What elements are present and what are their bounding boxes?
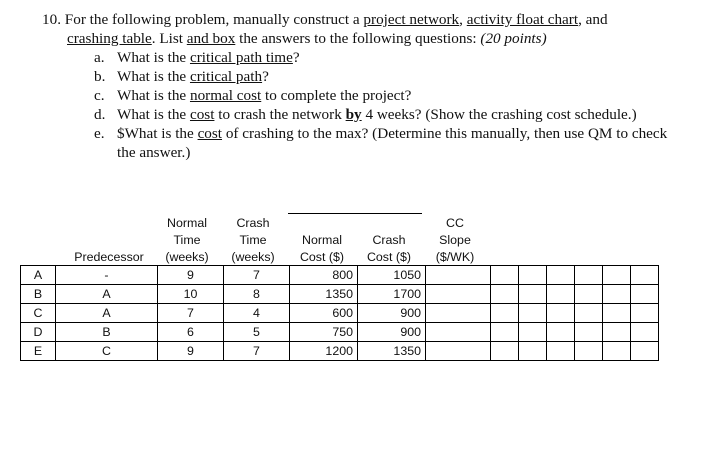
cell-empty [603,285,631,304]
intro-line-2 [42,29,682,48]
cell-activity: B [21,285,56,304]
cell-crash-time: 5 [224,323,290,342]
cell-empty [547,304,575,323]
sub-question-letter: b. [94,68,106,85]
question-number: 10. [42,11,61,28]
cell-empty [603,323,631,342]
cell-empty [491,323,519,342]
cell-empty [491,304,519,323]
cell-cc-slope [426,342,491,361]
text-run: critical path [189,68,263,85]
cell-crash-cost: 900 [358,304,426,323]
cell-cc-slope [426,304,491,323]
text-run: What is the [117,106,190,123]
text-run: the answers to the following questions: [235,30,481,47]
cell-normal-cost: 1200 [290,342,358,361]
cell-crash-time: 7 [224,266,290,285]
text-run: 4 weeks? (Show the crashing cost schedule.) [361,106,637,123]
text-run: What is the [117,87,190,104]
cell-normal-time: 6 [158,323,224,342]
cell-empty [547,323,575,342]
table-row [21,266,659,285]
cell-empty [519,266,547,285]
sub-question-text [117,86,682,105]
cell-empty [547,285,575,304]
cell-crash-time: 7 [224,342,290,361]
text-run: to complete the project? [261,87,412,104]
cell-normal-time: 9 [158,342,224,361]
sub-question-letter: e. [94,125,105,142]
cell-empty [547,266,575,285]
intro-line-1 [65,11,608,28]
text-run: cost [189,106,215,123]
cell-normal-cost: 1350 [290,285,358,304]
cell-normal-time: 9 [158,266,224,285]
cell-normal-time: 7 [158,304,224,323]
text-run: cost [197,125,223,142]
text-run: ? [292,49,300,66]
sub-question-letter: d. [94,106,106,123]
sub-question-list [42,48,682,162]
text-run: $What is the [117,125,198,142]
question-intro [42,10,682,29]
text-run: activity float chart [466,11,579,28]
text-run: What is the [117,49,190,66]
text-run: by [345,106,362,123]
table-row [21,342,659,361]
cell-normal-cost: 800 [290,266,358,285]
cell-empty [603,304,631,323]
cell-empty [519,304,547,323]
header-normal-cost: Normal Cost ($) [299,233,345,264]
header-crash-cost: Crash Cost ($) [366,233,412,264]
cell-empty [519,323,547,342]
sub-question-c [42,86,682,105]
text-run: , and [578,11,608,28]
cell-cc-slope [426,323,491,342]
cell-empty [519,285,547,304]
sub-question-d [42,105,682,124]
header-rule [288,213,422,214]
text-run: normal cost [189,87,262,104]
cell-activity: D [21,323,56,342]
cell-activity: C [21,304,56,323]
cell-empty [491,285,519,304]
cell-predecessor: - [56,266,158,285]
header-cc-slope: CC Slope ($/WK) [435,216,475,264]
table-row [21,285,659,304]
crashing-table [20,265,659,361]
sub-question-text [117,48,682,67]
cell-crash-cost: 1350 [358,342,426,361]
cell-crash-cost: 1050 [358,266,426,285]
cell-activity: A [21,266,56,285]
cell-empty [575,342,603,361]
cell-empty [519,342,547,361]
question-block [42,10,682,162]
cell-empty [631,323,659,342]
cell-crash-cost: 1700 [358,285,426,304]
cell-empty [603,266,631,285]
text-run: critical path time [189,49,293,66]
cell-predecessor: A [56,285,158,304]
text-run: , [459,11,467,28]
cell-predecessor: C [56,342,158,361]
sub-question-e [42,124,682,162]
sub-question-text [117,67,682,86]
cell-predecessor: B [56,323,158,342]
cell-empty [575,304,603,323]
text-run: project network [363,11,460,28]
cell-normal-cost: 600 [290,304,358,323]
cell-empty [631,266,659,285]
cell-empty [575,266,603,285]
table-row [21,323,659,342]
cell-empty [575,323,603,342]
cell-empty [575,285,603,304]
sub-question-letter: c. [94,87,105,104]
sub-question-a [42,48,682,67]
text-run: ? [262,68,269,85]
text-run: to crash the network [214,106,346,123]
cell-crash-time: 8 [224,285,290,304]
cell-empty [631,304,659,323]
sub-question-b [42,67,682,86]
cell-empty [491,342,519,361]
text-run: . List [151,30,187,47]
text-run: crashing table [67,30,152,47]
sub-question-text [117,124,682,162]
header-crash-time: Crash Time (weeks) [231,216,275,264]
table-row [21,304,659,323]
cell-empty [547,342,575,361]
cell-normal-cost: 750 [290,323,358,342]
sub-question-letter: a. [94,49,105,66]
text-run: What is the [117,68,190,85]
header-normal-time: Normal Time (weeks) [165,216,209,264]
cell-cc-slope [426,266,491,285]
cell-empty [631,342,659,361]
cell-activity: E [21,342,56,361]
text-run: For the following problem, manually construct a [64,11,364,28]
text-run: of crashing to the max? (Determine this manually, then use QM to check the answer.) [117,125,668,161]
text-run: and box [186,30,236,47]
cell-empty [603,342,631,361]
cell-cc-slope [426,285,491,304]
cell-empty [491,266,519,285]
sub-question-text [117,105,682,124]
text-run: (20 points) [480,30,547,47]
cell-empty [631,285,659,304]
header-predecessor: Predecessor [74,250,144,264]
cell-predecessor: A [56,304,158,323]
cell-normal-time: 10 [158,285,224,304]
cell-crash-cost: 900 [358,323,426,342]
cell-crash-time: 4 [224,304,290,323]
